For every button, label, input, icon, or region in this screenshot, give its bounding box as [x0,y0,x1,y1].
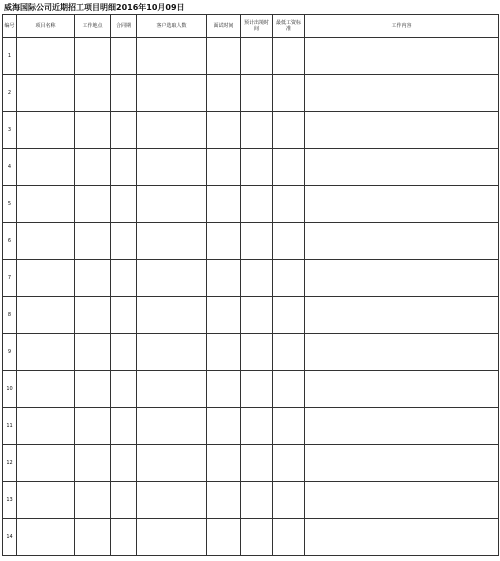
cell-id: 6 [3,223,17,260]
cell-interview [207,519,241,556]
cell-term [111,149,137,186]
page-title: 威海国际公司近期招工项目明细2016年10月09日 [4,3,185,12]
table-row [3,482,499,519]
header-content: 工作内容 [305,15,499,38]
cell-id: 12 [3,445,17,482]
cell-term [111,445,137,482]
cell-interview [207,482,241,519]
cell-departure [241,38,273,75]
cell-count [137,445,207,482]
cell-departure [241,519,273,556]
cell-name [17,38,75,75]
table-row [3,223,499,260]
cell-interview [207,38,241,75]
cell-content [305,408,499,445]
cell-departure [241,408,273,445]
cell-id: 1 [3,38,17,75]
table-row [3,408,499,445]
cell-wage [273,112,305,149]
cell-term [111,408,137,445]
cell-count [137,186,207,223]
cell-location [75,112,111,149]
cell-wage [273,371,305,408]
cell-id: 3 [3,112,17,149]
cell-term [111,519,137,556]
cell-name [17,75,75,112]
cell-content [305,75,499,112]
cell-content [305,519,499,556]
cell-content [305,112,499,149]
table-row [3,38,499,75]
cell-count [137,297,207,334]
cell-interview [207,223,241,260]
cell-content [305,334,499,371]
cell-name [17,408,75,445]
cell-departure [241,371,273,408]
cell-location [75,482,111,519]
cell-wage [273,223,305,260]
header-departure: 预计出境时间 [241,15,273,38]
cell-wage [273,519,305,556]
job-table [2,14,499,556]
cell-id: 9 [3,334,17,371]
document [2,2,498,556]
table-row [3,112,499,149]
cell-location [75,334,111,371]
cell-name [17,371,75,408]
cell-interview [207,149,241,186]
cell-departure [241,75,273,112]
cell-location [75,38,111,75]
cell-interview [207,408,241,445]
cell-interview [207,260,241,297]
cell-departure [241,334,273,371]
cell-content [305,186,499,223]
cell-location [75,260,111,297]
cell-departure [241,186,273,223]
cell-wage [273,149,305,186]
cell-term [111,186,137,223]
cell-count [137,260,207,297]
cell-count [137,223,207,260]
cell-interview [207,186,241,223]
cell-name [17,445,75,482]
table-body [3,38,499,556]
cell-location [75,408,111,445]
cell-term [111,38,137,75]
cell-name [17,260,75,297]
cell-content [305,371,499,408]
cell-wage [273,334,305,371]
cell-departure [241,260,273,297]
cell-content [305,149,499,186]
cell-content [305,297,499,334]
cell-count [137,38,207,75]
table-header-row [3,15,499,38]
cell-id: 7 [3,260,17,297]
cell-name [17,223,75,260]
cell-content [305,38,499,75]
cell-count [137,371,207,408]
header-wage: 最低工资标准 [273,15,305,38]
cell-name [17,149,75,186]
table-row [3,260,499,297]
header-id: 编号 [3,15,17,38]
header-name: 项目名称 [17,15,75,38]
table-row [3,519,499,556]
cell-id: 10 [3,371,17,408]
cell-departure [241,482,273,519]
table-row [3,75,499,112]
cell-interview [207,75,241,112]
cell-id: 4 [3,149,17,186]
cell-id: 13 [3,482,17,519]
cell-name [17,519,75,556]
cell-departure [241,223,273,260]
cell-wage [273,38,305,75]
cell-location [75,223,111,260]
cell-interview [207,371,241,408]
cell-count [137,75,207,112]
cell-interview [207,112,241,149]
cell-wage [273,297,305,334]
cell-name [17,112,75,149]
cell-location [75,75,111,112]
cell-term [111,297,137,334]
cell-count [137,519,207,556]
header-location: 工作地点 [75,15,111,38]
cell-departure [241,149,273,186]
cell-wage [273,482,305,519]
cell-location [75,186,111,223]
cell-name [17,297,75,334]
cell-term [111,223,137,260]
cell-interview [207,297,241,334]
cell-content [305,445,499,482]
cell-count [137,408,207,445]
cell-id: 5 [3,186,17,223]
cell-count [137,482,207,519]
cell-wage [273,408,305,445]
table-row [3,445,499,482]
header-count: 客户选取人数 [137,15,207,38]
cell-departure [241,297,273,334]
cell-wage [273,186,305,223]
cell-id: 2 [3,75,17,112]
cell-location [75,519,111,556]
cell-location [75,371,111,408]
cell-id: 11 [3,408,17,445]
cell-term [111,371,137,408]
table-row [3,334,499,371]
cell-location [75,445,111,482]
header-interview: 面试时间 [207,15,241,38]
cell-count [137,334,207,371]
cell-content [305,482,499,519]
cell-content [305,223,499,260]
cell-id: 8 [3,297,17,334]
cell-name [17,186,75,223]
cell-wage [273,75,305,112]
cell-count [137,149,207,186]
cell-term [111,482,137,519]
cell-content [305,260,499,297]
cell-term [111,112,137,149]
cell-interview [207,334,241,371]
cell-location [75,149,111,186]
table-row [3,297,499,334]
table-row [3,149,499,186]
cell-departure [241,112,273,149]
cell-term [111,260,137,297]
cell-name [17,334,75,371]
table-row [3,371,499,408]
cell-count [137,112,207,149]
table-row [3,186,499,223]
cell-term [111,334,137,371]
cell-name [17,482,75,519]
cell-term [111,75,137,112]
cell-departure [241,445,273,482]
cell-id: 14 [3,519,17,556]
cell-location [75,297,111,334]
cell-wage [273,445,305,482]
cell-interview [207,445,241,482]
cell-wage [273,260,305,297]
header-term: 合同期 [111,15,137,38]
